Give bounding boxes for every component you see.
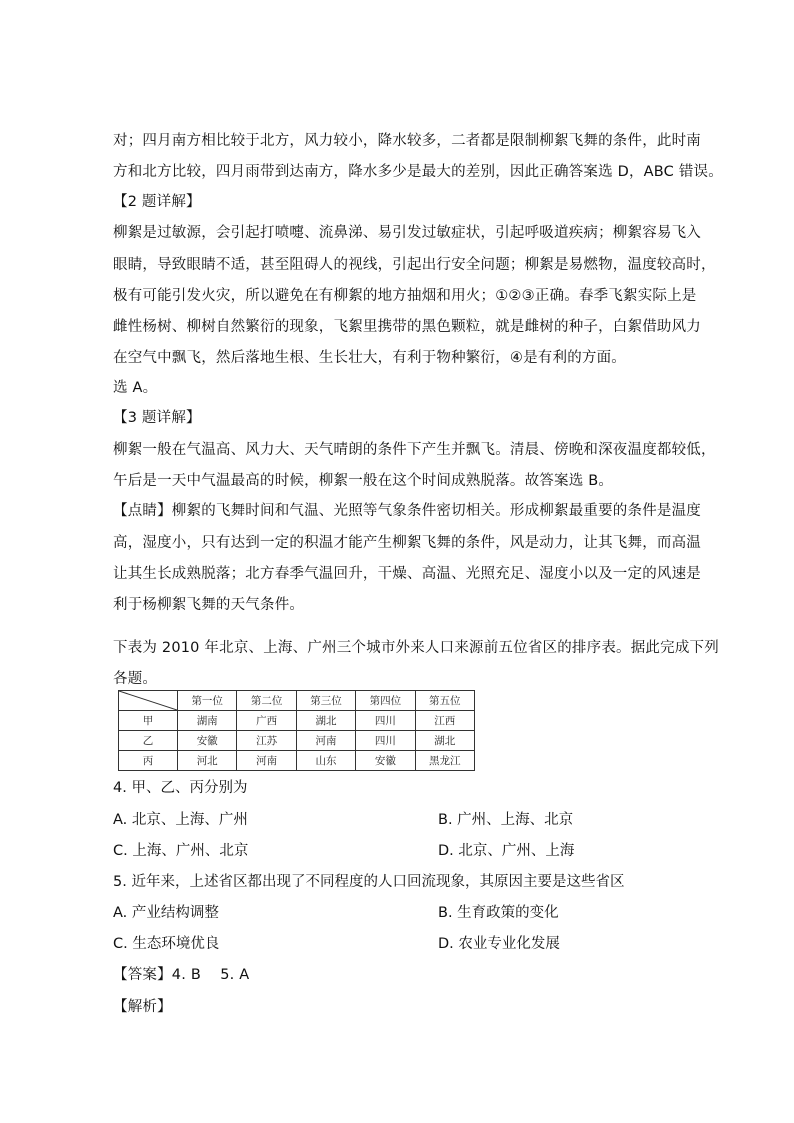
paragraph-line: 在空气中飘飞，然后落地生根、生长壮大，有利于物种繁衍，④是有利的方面。 <box>113 350 626 366</box>
paragraph-line: 下表为 2010 年北京、上海、广州三个城市外来人口来源前五位省区的排序表。据此完成下列 <box>113 640 719 656</box>
question-5-option-b: B. 生育政策的变化 <box>438 905 559 921</box>
table-header-cell: 第四位 <box>356 691 415 711</box>
section-heading-2: 【2 题详解】 <box>113 194 201 210</box>
diagonal-line <box>119 691 177 710</box>
paragraph-line: 雌性杨树、柳树自然繁衍的现象，飞絮里携带的黑色颗粒，就是雌树的种子，白絮借助风力 <box>113 319 701 335</box>
table-cell: 四川 <box>356 711 415 731</box>
table-header-row <box>119 691 475 711</box>
paragraph-line: 高，湿度小，只有达到一定的积温才能产生柳絮飞舞的条件，风是动力，让其飞舞，而高温 <box>113 535 701 551</box>
question-4-option-d: D. 北京、广州、上海 <box>438 843 575 859</box>
table-cell: 湖北 <box>296 711 355 731</box>
answer-line: 【答案】4. B 5. A <box>113 967 250 983</box>
question-5-option-d: D. 农业专业化发展 <box>438 936 560 952</box>
question-5-stem: 5. 近年来，上述省区都出现了不同程度的人口回流现象，其原因主要是这些省区 <box>113 874 625 890</box>
paragraph-line: 让其生长成熟脱落；北方春季气温回升，干燥、高温、光照充足、湿度小以及一定的风速是 <box>113 566 701 582</box>
table-header-cell: 第三位 <box>296 691 355 711</box>
question-5-option-c: C. 生态环境优良 <box>113 936 220 952</box>
province-ranking-table <box>118 690 475 767</box>
question-4-option-a: A. 北京、上海、广州 <box>113 812 248 828</box>
table-cell: 山东 <box>296 751 355 771</box>
table-row <box>119 711 475 731</box>
table-cell: 四川 <box>356 731 415 751</box>
paragraph-line: 极有可能引发火灾，所以避免在有柳絮的地方抽烟和用火；①②③正确。春季飞絮实际上是 <box>113 288 697 304</box>
table-cell: 河北 <box>178 751 237 771</box>
table-cell: 安徽 <box>356 751 415 771</box>
question-4-option-b: B. 广州、上海、北京 <box>438 812 574 828</box>
row-label: 甲 <box>119 711 178 731</box>
table-cell: 河南 <box>237 751 296 771</box>
table-cell: 江苏 <box>237 731 296 751</box>
paragraph-line: 柳絮一般在气温高、风力大、天气晴朗的条件下产生并飘飞。清晨、傍晚和深夜温度都较低， <box>113 442 716 458</box>
table-cell: 江西 <box>415 711 474 731</box>
paragraph-line: 眼睛，导致眼睛不适，甚至阻碍人的视线，引起出行安全问题；柳絮是易燃物，温度较高时， <box>113 257 716 273</box>
table-cell: 黑龙江 <box>415 751 474 771</box>
paragraph-line: 柳絮是过敏源，会引起打喷嚏、流鼻涕、易引发过敏症状，引起呼吸道疾病；柳絮容易飞入 <box>113 225 701 241</box>
table-cell: 安徽 <box>178 731 237 751</box>
table-cell: 湖南 <box>178 711 237 731</box>
diagonal-corner-cell <box>119 691 178 711</box>
paragraph-line: 利于杨柳絮飞舞的天气条件。 <box>113 597 305 613</box>
paragraph-line: 选 A。 <box>113 380 158 396</box>
table-header-cell: 第一位 <box>178 691 237 711</box>
table-header-cell: 第五位 <box>415 691 474 711</box>
analysis-heading: 【解析】 <box>113 999 172 1015</box>
table-cell: 湖北 <box>415 731 474 751</box>
paragraph-line: 方和北方比较，四月雨带到达南方，降水多少是最大的差别，因此正确答案选 D，ABC 错误。 <box>113 164 723 180</box>
row-label: 丙 <box>119 751 178 771</box>
table-row <box>119 751 475 771</box>
table-cell: 广西 <box>237 711 296 731</box>
table-header-cell: 第二位 <box>237 691 296 711</box>
table-cell: 河南 <box>296 731 355 751</box>
paragraph-line: 午后是一天中气温最高的时候，柳絮一般在这个时间成熟脱落。故答案选 B。 <box>113 473 614 489</box>
section-heading-3: 【3 题详解】 <box>113 410 201 426</box>
row-label: 乙 <box>119 731 178 751</box>
paragraph-line: 各题。 <box>113 671 158 687</box>
paragraph-line: 对；四月南方相比较于北方，风力较小，降水较多，二者都是限制柳絮飞舞的条件，此时南 <box>113 133 701 149</box>
paragraph-line: 【点睛】柳絮的飞舞时间和气温、光照等气象条件密切相关。形成柳絮最重要的条件是温度 <box>113 503 701 519</box>
question-4-option-c: C. 上海、广州、北京 <box>113 843 249 859</box>
table-row <box>119 731 475 751</box>
question-4-stem: 4. 甲、乙、丙分别为 <box>113 780 248 796</box>
question-5-option-a: A. 产业结构调整 <box>113 905 219 921</box>
